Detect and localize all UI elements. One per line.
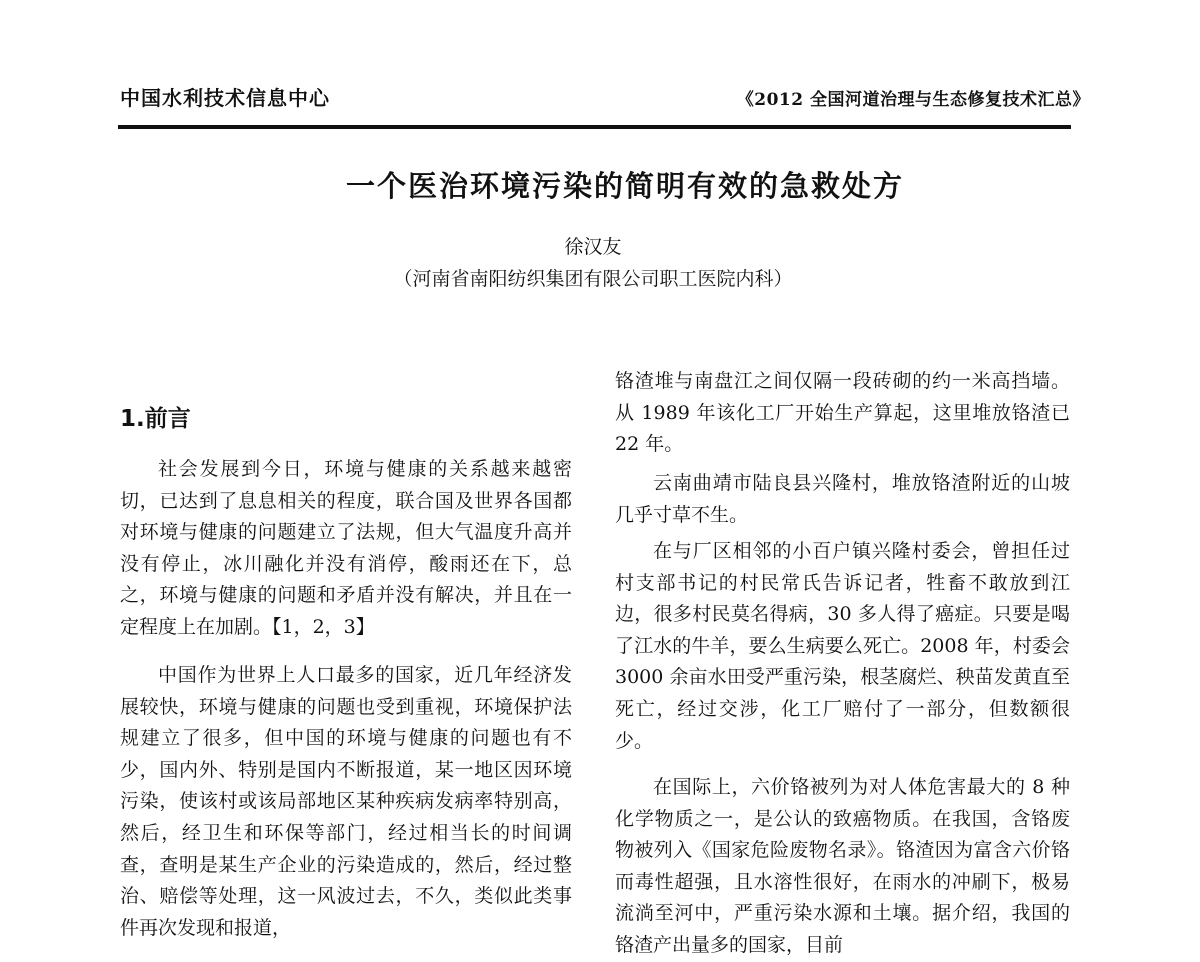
article-author: 徐汉友 [564,236,622,258]
left-paragraph-1: 社会发展到今日，环境与健康的关系越来越密切，已达到了息息相关的程度，联合国及世界各国都对环境与健康的问题建立了法规，但大气温度升高并没有停止，冰川融化并没有消停，酸雨还在下，总之，环境与健康的问题和矛盾并没有解决，并且在一定程度上在加剧。【1，2，3】 [120,458,572,638]
right-paragraph-3: 在与厂区相邻的小百户镇兴隆村委会，曾担任过村支部书记的村民常氏告诉记者，牲畜不敢放到江边，很多村民莫名得病，30 多人得了癌症。只要是喝了江水的牛羊，要么生病要么死亡。2008 年，村委会 3000 余亩水田受严重污染，根茎腐烂、秧苗发黄直至死亡，经过交涉，化工厂赔付了一部分，但数额很少。 [615,540,1070,752]
header-rule [118,125,1071,129]
right-paragraph-1: 铬渣堆与南盘江之间仅隔一段砖砌的约一米高挡墙。从 1989 年该化工厂开始生产算起，这里堆放铬渣已 22 年。 [615,370,1070,456]
section-heading-intro: 1.前言 [120,406,191,432]
right-paragraph-2: 云南曲靖市陆良县兴隆村，堆放铬渣附近的山坡几乎寸草不生。 [615,472,1070,526]
left-paragraph-2: 中国作为世界上人口最多的国家，近几年经济发展较快，环境与健康的问题也受到重视，环境保护法规建立了很多，但中国的环境与健康的问题也有不少，国内外、特别是国内不断报道，某一地区因环境污染，使该村或该局部地区某种疾病发病率特别高，然后，经卫生和环保等部门，经过相当长的时间调查，查明是某生产企业的污染造成的，然后，经过整治、赔偿等处理，这一风波过去，不久，类似此类事件再次发现和报道， [120,664,572,939]
article-title: 一个医治环境污染的简明有效的急救处方 [345,169,904,203]
running-header-right: 《2012 全国河道治理与生态修复技术汇总》 [736,90,1090,110]
article-affiliation: （河南省南阳纺织集团有限公司职工医院内科） [393,268,793,290]
running-header-left: 中国水利技术信息中心 [120,86,330,110]
right-paragraph-4: 在国际上，六价铬被列为对人体危害最大的 8 种化学物质之一，是公认的致癌物质。在我国，含铬废物被列入《国家危险废物名录》。铬渣因为富含六价铬而毒性超强，且水溶性很好，在雨水的冲刷下，极易流淌至河中，严重污染水源和土壤。据介绍，我国的铬渣产出量多的国家，目前 [615,776,1070,956]
